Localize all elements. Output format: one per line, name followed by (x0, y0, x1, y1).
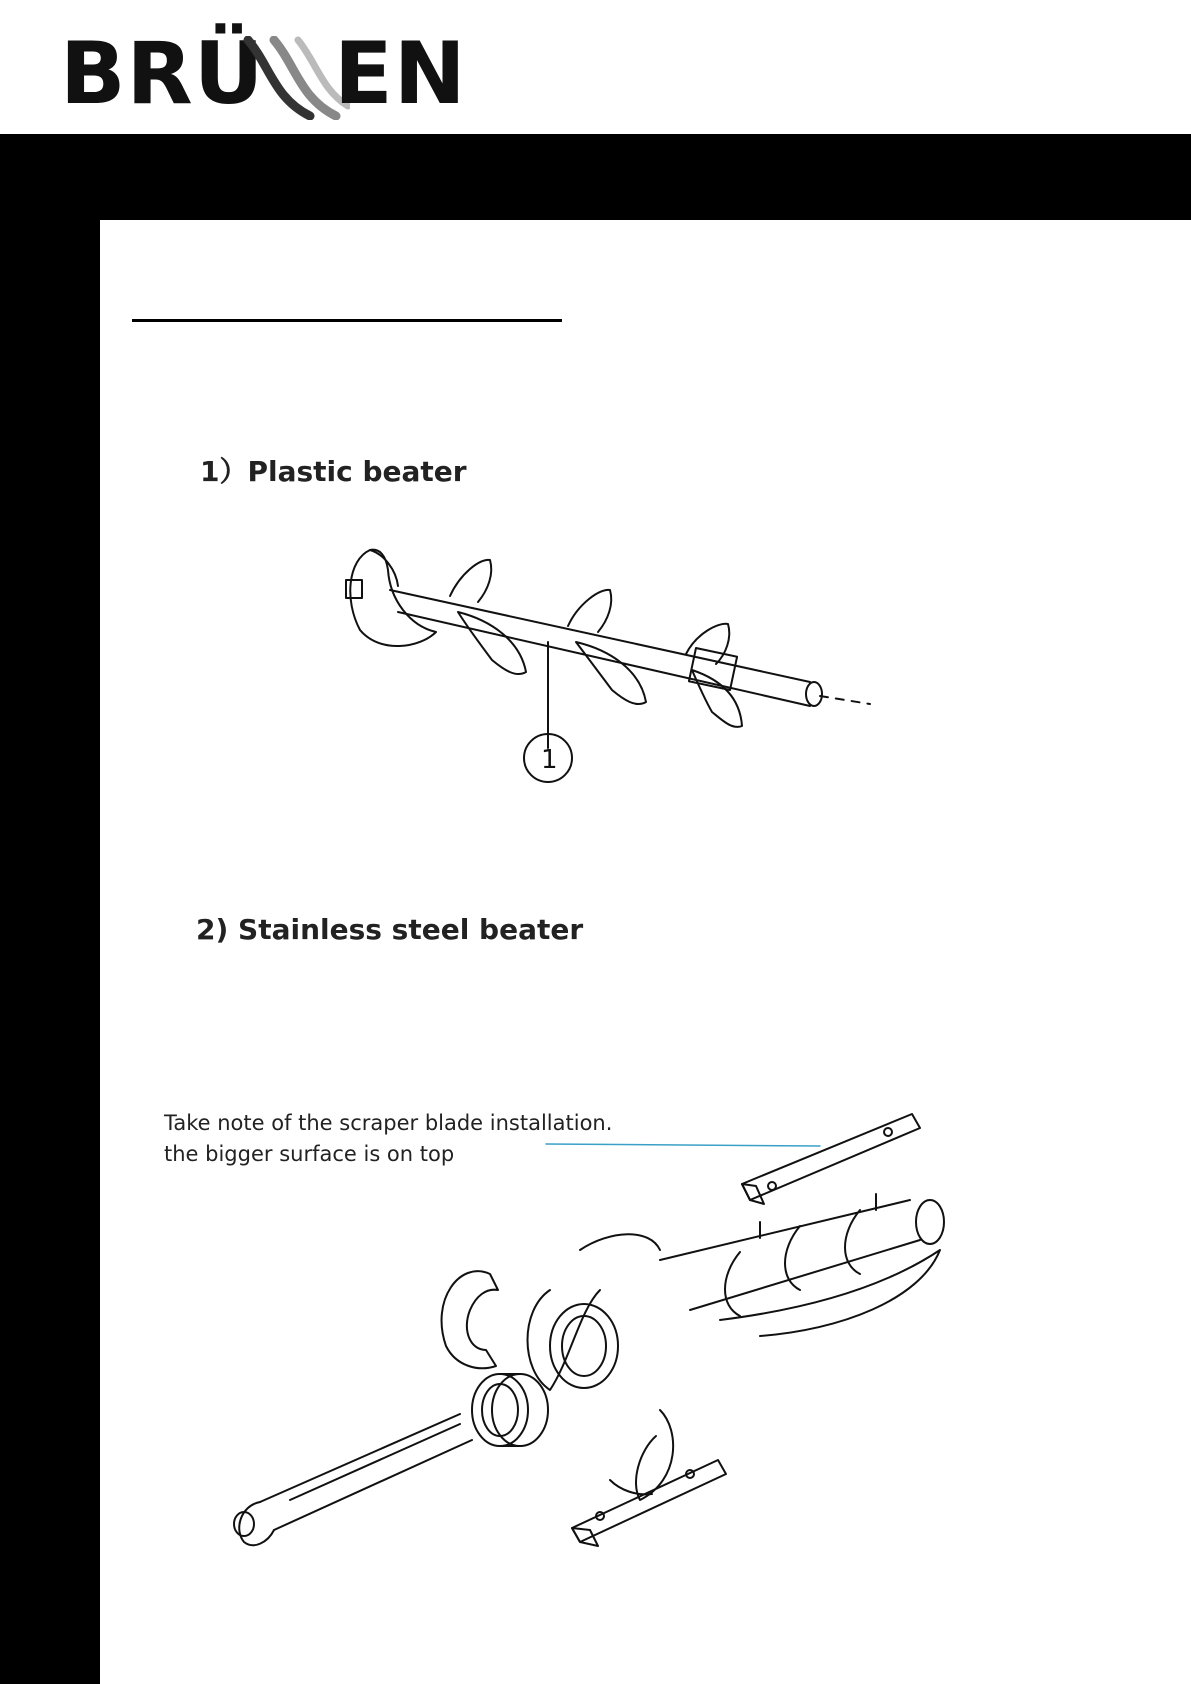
side-band (0, 134, 100, 1684)
stainless-beater-exploded-illustration (220, 1110, 980, 1580)
brand-logo (60, 24, 467, 124)
section-rule (132, 319, 562, 322)
stainless-beater-heading: 2) Stainless steel beater (196, 913, 584, 946)
callout-number: 1 (541, 745, 558, 775)
plastic-beater-heading: 1）Plastic beater (200, 455, 467, 488)
logo-text-left: BRÜ (60, 24, 265, 124)
note-line-2: the bigger surface is on top (164, 1142, 455, 1166)
plastic-beater-illustration (340, 530, 880, 790)
note-line-1: Take note of the scraper blade installation. (164, 1111, 613, 1135)
logo-text-right: EN (334, 24, 467, 124)
header-band (0, 134, 1191, 220)
